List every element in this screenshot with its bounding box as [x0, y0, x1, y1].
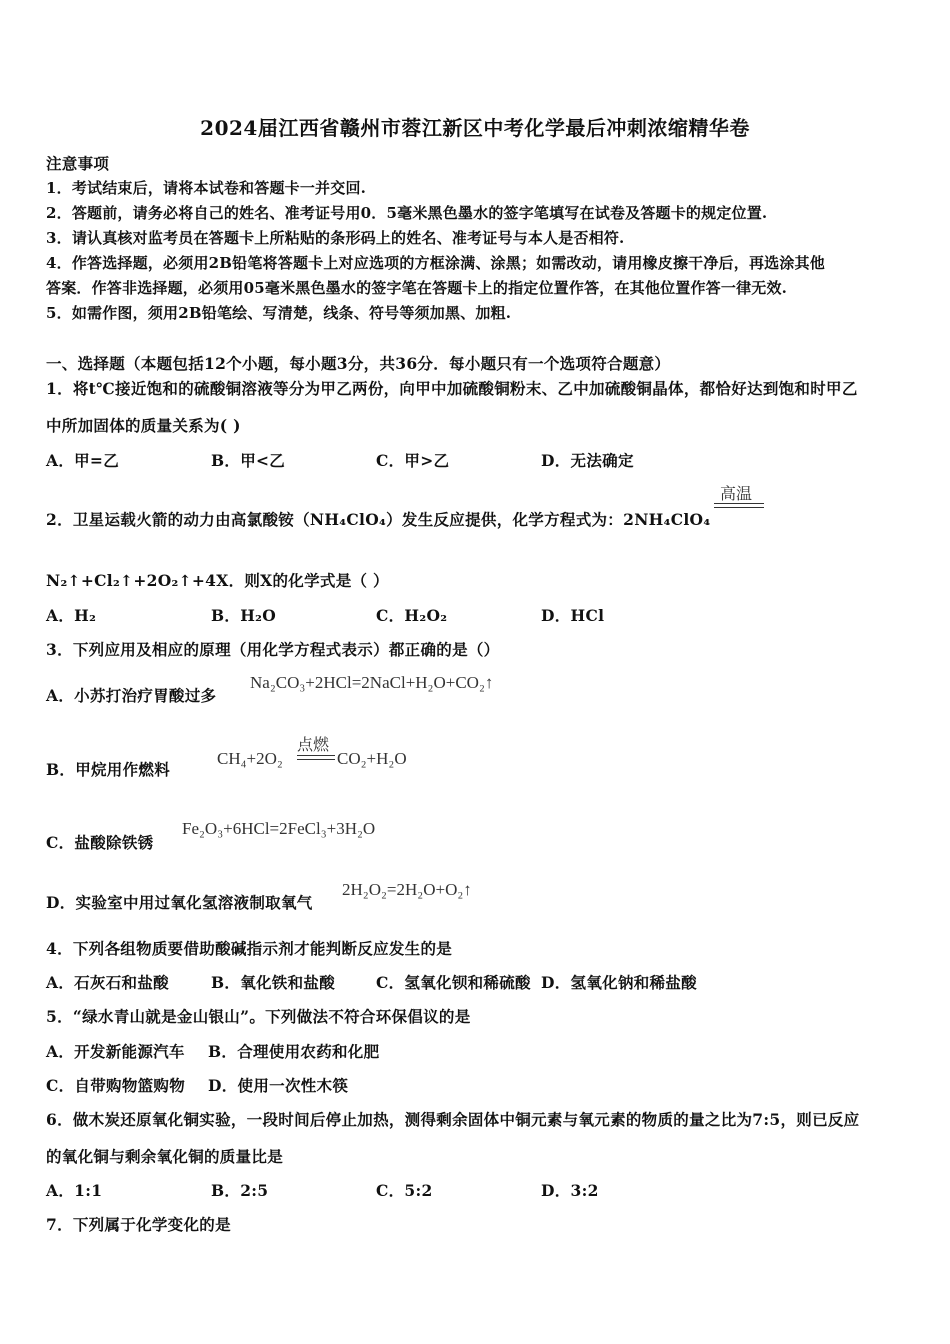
- q4-option-a: A．石灰石和盐酸: [46, 973, 169, 992]
- q6-stem-line2: 的氧化铜与剩余氧化铜的质量比是: [46, 1147, 284, 1166]
- q6-option-c: C．5:2: [376, 1181, 433, 1200]
- q3-option-b-equation-left: CH₄+2O₂: [217, 749, 283, 768]
- q3-option-b-condition: 点燃: [297, 737, 330, 754]
- q4-option-c: C．氢氧化钡和稀硫酸: [376, 973, 531, 992]
- q2-option-c: C．H₂O₂: [376, 606, 448, 625]
- page-title: 2024届江西省赣州市蓉江新区中考化学最后冲刺浓缩精华卷: [200, 116, 750, 140]
- q2-option-d: D．HCl: [541, 606, 605, 625]
- q3-option-a-label: A．小苏打治疗胃酸过多: [46, 686, 217, 705]
- q5-option-b: B．合理使用农药和化肥: [208, 1042, 380, 1061]
- q3-option-a-equation: Na₂CO₃+2HCl=2NaCl+H₂O+CO₂↑: [250, 673, 494, 692]
- q6-option-a: A．1:1: [46, 1181, 103, 1200]
- q1-stem-line2: 中所加固体的质量关系为( ): [46, 416, 241, 435]
- notice-item: 1．考试结束后，请将本试卷和答题卡一并交回.: [46, 179, 367, 197]
- q6-option-d: D．3:2: [541, 1181, 599, 1200]
- q6-option-b: B．2:5: [211, 1181, 269, 1200]
- q1-option-c: C．甲>乙: [376, 451, 450, 470]
- q5-option-c: C．自带购物篮购物: [46, 1076, 186, 1095]
- q2-condition: 高温: [720, 486, 753, 503]
- q3-option-c-label: C．盐酸除铁锈: [46, 833, 154, 852]
- q2-equal-sign: [714, 503, 764, 508]
- q7-stem: 7．下列属于化学变化的是: [46, 1215, 231, 1234]
- q3-option-b-label: B．甲烷用作燃料: [46, 760, 171, 779]
- notice-item: 2．答题前，请务必将自己的姓名、准考证号用0．5毫米黑色墨水的签字笔填写在试卷及答题卡的规定位置.: [46, 204, 768, 222]
- q1-option-b: B．甲<乙: [211, 451, 286, 470]
- notice-item: 3．请认真核对监考员在答题卡上所粘贴的条形码上的姓名、准考证号与本人是否相符.: [46, 229, 625, 247]
- q2-option-a: A．H₂: [46, 606, 97, 625]
- q3-option-d-equation: 2H₂O₂=2H₂O+O₂↑: [342, 880, 472, 899]
- notice-item: 5．如需作图，须用2B铅笔绘、写清楚，线条、符号等须加黑、加粗.: [46, 304, 512, 322]
- q1-stem-line1: 1．将t℃接近饱和的硫酸铜溶液等分为甲乙两份，向甲中加硫酸铜粉末、乙中加硫酸铜晶体，都恰好达到饱和时甲乙: [46, 379, 858, 398]
- q3-stem: 3．下列应用及相应的原理（用化学方程式表示）都正确的是（）: [46, 640, 500, 659]
- q2-stem-line2: N₂↑+Cl₂↑+2O₂↑+4X．则X的化学式是（ ）: [46, 571, 389, 590]
- q5-option-d: D．使用一次性木筷: [208, 1076, 349, 1095]
- q2-option-b: B．H₂O: [211, 606, 277, 625]
- q3-option-d-label: D．实验室中用过氧化氢溶液制取氧气: [46, 893, 313, 912]
- q5-option-a: A．开发新能源汽车: [46, 1042, 185, 1061]
- q5-stem: 5．“绿水青山就是金山银山”。下列做法不符合环保倡议的是: [46, 1007, 471, 1026]
- q4-option-b: B．氧化铁和盐酸: [211, 973, 336, 992]
- notice-item: 4．作答选择题，必须用2B铅笔将答题卡上对应选项的方框涂满、涂黑；如需改动，请用橡皮擦干净后，再选涂其他: [46, 254, 825, 272]
- q4-option-d: D．氢氧化钠和稀盐酸: [541, 973, 697, 992]
- q3-option-b-equal-sign: [297, 755, 335, 760]
- notice-heading: 注意事项: [46, 154, 110, 173]
- q2-stem-line1: 2．卫星运载火箭的动力由高氯酸铵（NH₄ClO₄）发生反应提供，化学方程式为：2NH₄ClO₄: [46, 510, 711, 529]
- q6-stem-line1: 6．做木炭还原氧化铜实验，一段时间后停止加热，测得剩余固体中铜元素与氧元素的物质的量之比为7:5，则已反应: [46, 1110, 860, 1129]
- q1-option-d: D．无法确定: [541, 451, 634, 470]
- q4-stem: 4．下列各组物质要借助酸碱指示剂才能判断反应发生的是: [46, 939, 453, 958]
- q3-option-c-equation: Fe₂O₃+6HCl=2FeCl₃+3H₂O: [182, 819, 376, 838]
- section-heading: 一、选择题（本题包括12个小题，每小题3分，共36分．每小题只有一个选项符合题意）: [46, 354, 671, 373]
- q3-option-b-equation-right: CO₂+H₂O: [337, 749, 407, 768]
- notice-item: 答案．作答非选择题，必须用05毫米黑色墨水的签字笔在答题卡上的指定位置作答，在其他位置作答一律无效.: [46, 279, 788, 297]
- q1-option-a: A．甲=乙: [46, 451, 120, 470]
